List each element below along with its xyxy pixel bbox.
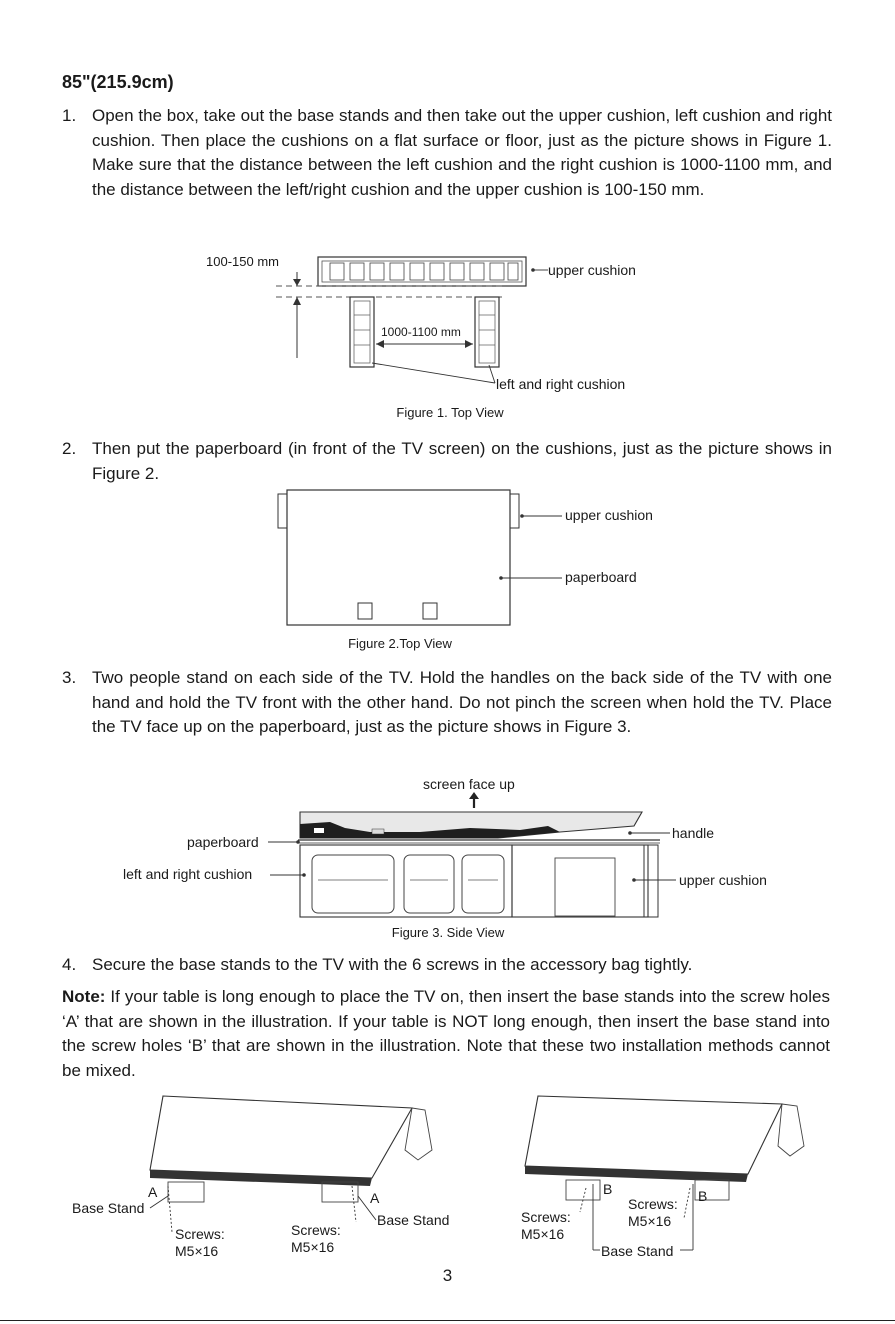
screw-size-left: M5×16 [175,1243,219,1259]
base-stand-right-label: Base Stand [377,1212,450,1228]
hole-a-left-label: A [148,1184,158,1200]
upper-cushion-label: upper cushion [548,262,636,278]
figure-1-caption: Figure 1. Top View [396,405,504,420]
screw-size-right: M5×16 [291,1239,335,1255]
screws-left-label: Screws: [175,1226,225,1242]
step-number: 1. [62,106,77,125]
screw-size-right: M5×16 [628,1213,672,1229]
screw-size-left: M5×16 [521,1226,565,1242]
bottom-rule [0,1320,895,1321]
base-stand-left-label: Base Stand [72,1200,145,1216]
paperboard-label: paperboard [187,834,259,850]
width-label: 1000-1100 mm [381,325,461,339]
screws-right-label: Screws: [291,1222,341,1238]
handle-label: handle [672,825,715,841]
step-text: Then put the paperboard (in front of the TV screen) on the cushions, just as the picture shows in Figure 2. [92,439,832,483]
step-text: Two people stand on each side of the TV. Hold the handles on the back side of the TV with one hand and hold the TV front with the other hand. Do not pinch the screen when hold the TV. Place the TV face up on the paperboard, just as the picture shows in Figure 3. [92,668,832,736]
hole-a-right-label: A [370,1190,380,1206]
screws-right-label: Screws: [628,1196,678,1212]
paperboard-label: paperboard [565,569,637,585]
upper-cushion-label: upper cushion [565,507,653,523]
note-text: If your table is long enough to place the TV on, then insert the base stands into the screw holes ‘A’ that are shown in the illustration. If your table is NOT long enough, then insert the base stand into the screw holes ‘B’ that are shown in the illustration. Note that these two installation methods cannot be mixed. [62,987,830,1080]
step-number: 2. [62,439,77,458]
screen-face-up-label: screen face up [423,776,515,792]
step-text: Open the box, take out the base stands and then take out the upper cushion, left cushion and right cushion. Then place the cushions on a flat surface or floor, just as the picture shows in Figure 1. Make sure that the distance between the left cushion and the right cushion is 1000-1100 mm, and the distance between the left/right cushion and the upper cushion is 100-150 mm. [92,106,832,199]
side-cushion-label: left and right cushion [123,866,253,882]
step-text: Secure the base stands to the TV with the 6 screws in the accessory bag tightly. [92,955,693,974]
step-number: 4. [62,955,77,974]
hole-b-left-label: B [603,1181,613,1197]
note-label: Note: [62,987,106,1006]
hole-b-right-label: B [698,1188,708,1204]
page-number: 3 [442,1266,453,1285]
figure-2-caption: Figure 2.Top View [348,636,452,651]
screws-left-label: Screws: [521,1209,571,1225]
figure-3-caption: Figure 3. Side View [391,925,505,940]
side-cushion-label: left and right cushion [496,376,626,392]
upper-cushion-label: upper cushion [679,872,767,888]
base-stand-label: Base Stand [601,1243,674,1259]
gap-label: 100-150 mm [206,254,279,269]
step-number: 3. [62,668,77,687]
page-heading: 85"(215.9cm) [62,72,174,92]
